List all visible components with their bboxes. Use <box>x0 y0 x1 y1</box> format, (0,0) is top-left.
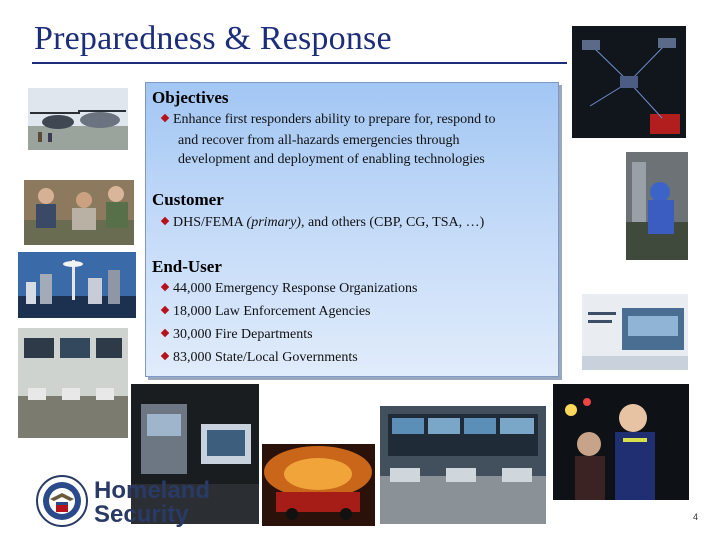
content-panel <box>145 82 559 377</box>
end-user-item-text: 30,000 Fire Departments <box>173 327 313 342</box>
bullet-diamond-icon <box>161 114 169 122</box>
photo-operations-center <box>18 328 128 438</box>
objectives-text-line3: development and deployment of enabling technologies <box>178 152 485 167</box>
end-user-item <box>162 281 417 297</box>
bullet-diamond-icon <box>161 329 169 337</box>
photo-control-room <box>380 406 546 524</box>
customer-text-emphasis: (primary) <box>246 215 301 230</box>
logo-text-security: Security <box>94 501 189 528</box>
end-user-item <box>162 327 313 343</box>
photo-fire-truck <box>262 444 375 526</box>
end-user-heading: End-User <box>152 257 222 276</box>
title-rule <box>32 62 567 64</box>
end-user-item-text: 44,000 Emergency Response Organizations <box>173 281 418 296</box>
end-user-item <box>162 304 371 320</box>
slide-title: Preparedness & Response <box>34 20 392 57</box>
dhs-seal-icon <box>36 475 88 527</box>
end-user-item <box>162 350 358 366</box>
customer-text-prefix: DHS/FEMA <box>173 215 247 230</box>
bullet-diamond-icon <box>161 306 169 314</box>
logo-text-homeland: Homeland <box>94 477 211 504</box>
customer-heading: Customer <box>152 190 224 209</box>
customer-bullet <box>162 215 484 231</box>
end-user-item-text: 83,000 State/Local Governments <box>173 350 358 365</box>
bullet-diamond-icon <box>161 217 169 225</box>
photo-city-skyline <box>18 252 136 318</box>
photo-helicopters <box>28 88 128 150</box>
objectives-text-line1: Enhance first responders ability to prepare for, respond to <box>173 112 496 127</box>
end-user-item-text: 18,000 Law Enforcement Agencies <box>173 304 371 319</box>
customer-text-suffix: , and others (CBP, CG, TSA, …) <box>300 215 485 230</box>
objectives-heading: Objectives <box>152 88 229 107</box>
objectives-bullet <box>162 112 496 128</box>
homeland-security-logo <box>36 475 216 531</box>
page-number: 4 <box>692 512 698 522</box>
photo-hazmat-worker <box>626 152 688 260</box>
photo-network-diagram <box>572 26 686 138</box>
photo-brochure <box>582 294 688 370</box>
photo-police-officer <box>553 384 689 500</box>
bullet-diamond-icon <box>161 352 169 360</box>
photo-medical-team <box>24 180 134 245</box>
bullet-diamond-icon <box>161 283 169 291</box>
objectives-text-line2: and recover from all-hazards emergencies through <box>178 133 460 148</box>
